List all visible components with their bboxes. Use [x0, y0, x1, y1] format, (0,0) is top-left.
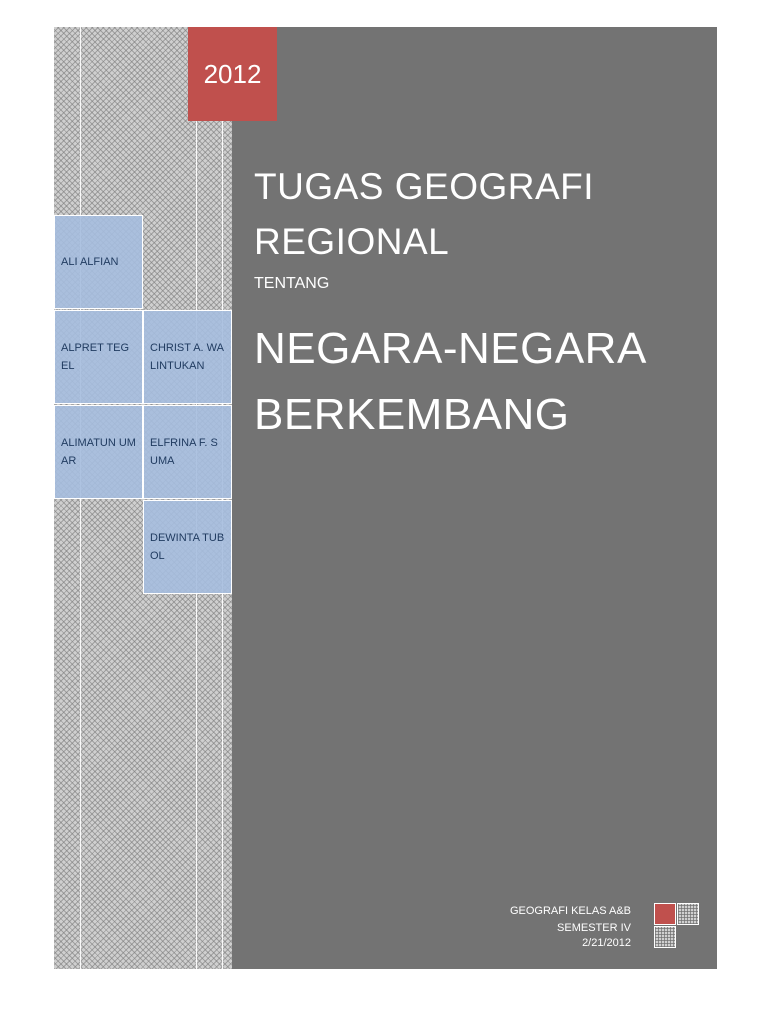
author-box	[143, 500, 232, 594]
footer-date: 2/21/2012	[582, 937, 631, 949]
author-box	[143, 310, 232, 404]
main-title-line-1: NEGARA-NEGARA	[254, 324, 647, 373]
logo-icon	[654, 903, 700, 949]
author-name: DEWINTA TUBOL	[150, 532, 225, 562]
author-name: ALPRET TEGEL	[61, 342, 130, 372]
author-name: ALIMATUN UMAR	[61, 437, 136, 467]
page-title-line-2: REGIONAL	[254, 221, 450, 262]
author-name: ELFRINA F. SUMA	[150, 437, 218, 467]
cover-page	[54, 27, 717, 969]
logo-red-square	[654, 903, 676, 925]
logo-grid-square	[677, 903, 699, 925]
author-box	[143, 405, 232, 499]
footer-class: GEOGRAFI KELAS A&B	[509, 905, 631, 917]
author-box	[54, 215, 143, 309]
author-name: CHRIST A. WALINTUKAN	[150, 342, 224, 372]
author-box	[54, 310, 143, 404]
subtitle: TENTANG	[254, 275, 330, 292]
footer-semester: SEMESTER IV	[557, 922, 631, 934]
page-title-line-1: TUGAS GEOGRAFI	[254, 166, 595, 207]
logo-grid-square	[654, 926, 676, 948]
main-title-line-2: BERKEMBANG	[254, 390, 570, 439]
author-name: ALI ALFIAN	[61, 256, 119, 268]
author-box	[54, 405, 143, 499]
year-badge: 2012	[188, 27, 277, 121]
